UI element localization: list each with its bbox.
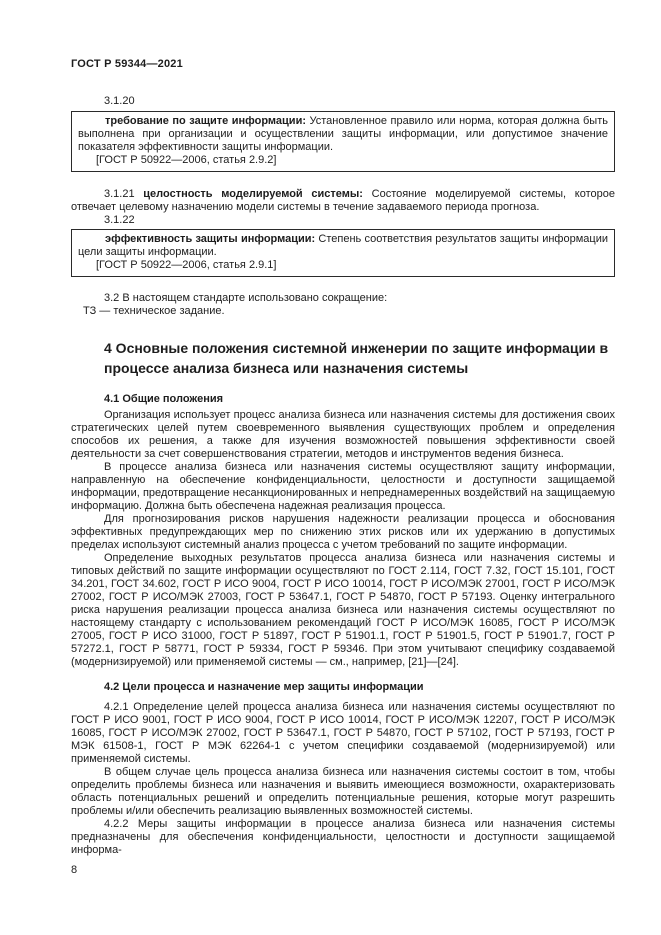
section-4-2-heading: 4.2 Цели процесса и назначение мер защиты информации bbox=[104, 681, 424, 693]
term-name: требование по защите информации: bbox=[105, 115, 306, 127]
body-paragraph: Организация использует процесс анализа бизнеса или назначения системы для достижения своих стратегических целей путем своевременного выявления существующих проблем и определения способов их решения, а также для изучения возможностей повышения эффективности своей деятельности за счет совершенствования стратегии, методов и инструментов ведения бизнеса. bbox=[71, 409, 615, 460]
clause-3-1-21 bbox=[71, 188, 615, 214]
clause-3-1-22-label: 3.1.22 bbox=[104, 214, 135, 226]
body-paragraph: Определение выходных результатов процесса анализа бизнеса или назначения системы и типовых действий по защите информации осуществляют по ГОСТ 2.114, ГОСТ 7.32, ГОСТ 15.101, ГОСТ 34.201, ГОСТ 34.602, ГОСТ Р ИСО 9004, ГОСТ Р ИСО 10014, ГОСТ Р ИСО/МЭК 27001, ГОСТ Р ИСО/МЭК 27002, ГОСТ Р ИСО/МЭК 27003, ГОСТ Р 53647.1, ГОСТ Р 54870, ГОСТ Р 57193. Оценку интегрального риска нарушения реализации процесса анализа бизнеса или назначения системы осуществляют по настоящему стандарту с использованием рекомендаций ГОСТ Р ИСО/МЭК 16085, ГОСТ Р ИСО/МЭК 27005, ГОСТ Р ИСО 31000, ГОСТ Р 51897, ГОСТ Р 51901.1, ГОСТ Р 51901.5, ГОСТ Р 51901.7, ГОСТ Р 57272.1, ГОСТ Р 58771, ГОСТ Р 59334, ГОСТ Р 59346. При этом учитывают специфику создаваемой (модернизируемой) или применяемой системы — см., например, [21]—[24]. bbox=[71, 552, 615, 668]
term-name: целостность моделируемой системы: bbox=[143, 188, 363, 200]
body-paragraph: 4.2.1 Определение целей процесса анализа бизнеса или назначения системы осуществляют по ГОСТ Р ИСО 9001, ГОСТ Р ИСО 9004, ГОСТ Р ИСО 10014, ГОСТ Р ИСО/МЭК 12207, ГОСТ Р ИСО/МЭК 16085, ГОСТ Р ИСО/МЭК 27002, ГОСТ Р 53647.1, ГОСТ Р 54870, ГОСТ Р 57102, ГОСТ Р 57193, ГОСТ Р МЭК 61508-1, ГОСТ Р МЭК 62264-1 с учетом специфики создаваемой (модернизируемой) или применяемой системы. bbox=[71, 701, 615, 765]
clause-number: 3.1.21 bbox=[104, 188, 144, 200]
section-4-heading: 4 Основные положения системной инженерии по защите информации в процессе анализа бизнеса или назначения системы bbox=[104, 340, 609, 376]
clause-3-1-20-label: 3.1.20 bbox=[104, 95, 135, 107]
body-paragraph: В процессе анализа бизнеса или назначения системы осуществляют защиту информации, направленную на обеспечение конфиденциальности, целостности и доступности защищаемой информации, предотвращение несанкционированных и непреднамеренных воздействий на защищаемую информацию. Должна быть обеспечена надежная реализация процесса. bbox=[71, 461, 615, 512]
definition-box-1 bbox=[71, 111, 615, 172]
page-number: 8 bbox=[71, 864, 78, 876]
term-definition-text: Состояние моделируемой системы, которое отвечает целевому назначению модели системы в течение задаваемого периода прогноза. bbox=[71, 188, 615, 213]
document-header bbox=[71, 58, 615, 71]
definition-source: [ГОСТ Р 50922—2006, статья 2.9.1] bbox=[96, 259, 277, 271]
abbreviation-item: ТЗ — техническое задание. bbox=[83, 305, 225, 317]
body-paragraph: Для прогнозирования рисков нарушения надежности реализации процесса и обоснования эффективных предупреждающих мер по снижению этих рисков или их удержанию в допустимых пределах используют системный анализ процесса с учетом требований по защите информации. bbox=[71, 513, 615, 551]
term-definition-text: Степень соответствия результатов защиты информации цели защиты информации. bbox=[78, 233, 608, 258]
definition-paragraph bbox=[78, 115, 608, 154]
body-paragraph: 4.2.2 Меры защиты информации в процессе анализа бизнеса или назначения системы предназначены для обеспечения конфиденциальности, целостности и доступности защищаемой информа- bbox=[71, 818, 615, 856]
body-paragraph: В общем случае цель процесса анализа бизнеса или назначения системы состоит в том, чтобы определить проблемы бизнеса или назначения и выявить имеющиеся возможности, охарактеризовать область потенциальных решений и определить потенциальные решения, которые могут разрешить проблемы и/или обеспечить реализацию выявленных возможностей системы. bbox=[71, 766, 615, 817]
term-name: эффективность защиты информации: bbox=[105, 233, 316, 245]
abbreviation-intro: 3.2 В настоящем стандарте использовано сокращение: bbox=[104, 292, 388, 304]
doc-code: ГОСТ Р 59344—2021 bbox=[71, 58, 183, 70]
definition-box-2 bbox=[71, 229, 615, 277]
definition-paragraph bbox=[78, 233, 608, 259]
section-4-1-heading: 4.1 Общие положения bbox=[104, 393, 224, 405]
definition-source: [ГОСТ Р 50922—2006, статья 2.9.2] bbox=[96, 154, 277, 166]
term-definition-text: Установленное правило или норма, которая должна быть выполнена при организации и осуществлении защиты информации, или допустимое значение показателя эффективности защиты информации. bbox=[78, 115, 608, 153]
